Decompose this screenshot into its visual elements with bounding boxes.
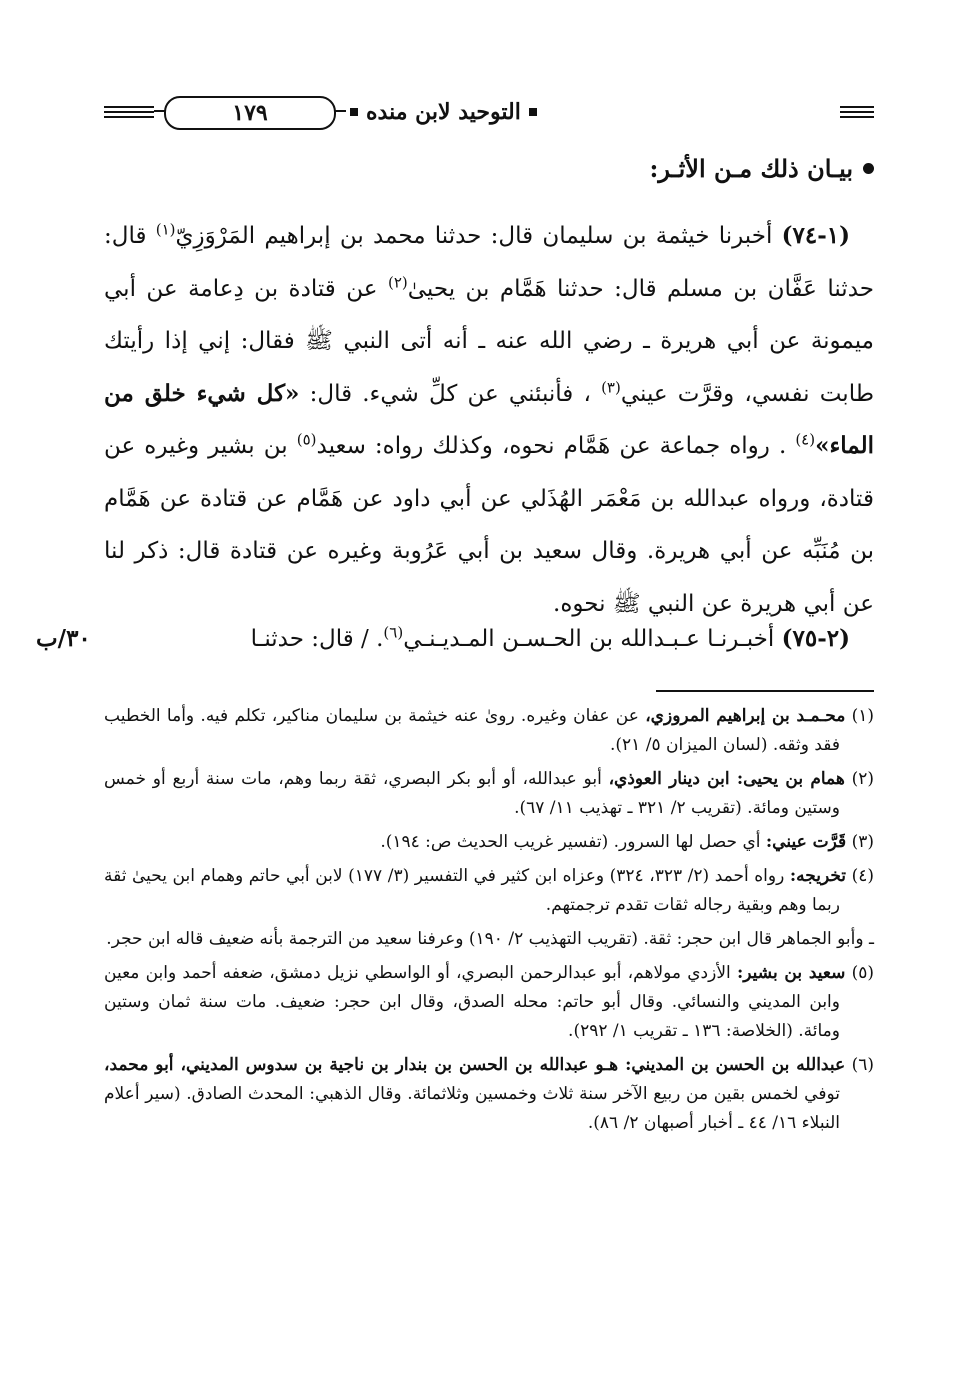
- hadith-number: (٢-٧٥): [781, 625, 850, 652]
- footnote-text: رواه أحمد (٢/ ٣٢٣، ٣٢٤) وعزاه ابن كثير في التفسير (٣/ ١٧٧) لابن أبي حاتم وهمام ابن يحيىٰ ثقة ربما وهم وبقية رجاله ثقات تقدم ترجمتهم.: [104, 866, 840, 915]
- square-ornament-icon: [529, 108, 537, 116]
- footnote-lead: سعيد بن بشير:: [737, 963, 846, 983]
- hadith-text: . / قال: حدثنـا: [250, 626, 384, 652]
- footnote-number: (٥): [851, 963, 874, 983]
- square-ornament-icon: [350, 108, 358, 116]
- footnote: [104, 1051, 874, 1138]
- page-number-text: ١٧٩: [232, 100, 268, 126]
- footnote-lead: عبدالله بن الحسن بن المديني: هـو عبدالله بن الحسن بن بندار بن ناجية بن سدوس المديني، أبو محمد،: [104, 1055, 846, 1075]
- footnote: [104, 925, 874, 954]
- bullet-icon: [863, 163, 874, 174]
- footnote-number: (١): [851, 706, 875, 726]
- hadith-text: قال: حدثنا عَفَّان بن مسلم قال: حدثنا هَمَّام بن يحيىٰ: [104, 223, 874, 302]
- footnote-text: توفي لخمس بقين من ربيع الآخر سنة ثلاث وخمسين وثلاثمائة. وقال الذهبي: المحدث الصادق. (سير أعلام النبلاء ١٦/ ٤٤ ـ أخبار أصبهان ٢/ ٨٦).: [104, 1084, 840, 1133]
- footnote-lead: محـمـد بن إبراهيم المروزي،: [645, 706, 846, 726]
- footnote-text: الأزدي مولاهم، أبو عبدالرحمن البصري، أو الواسطي نزيل دمشق، ضعفه أحمد وابن معين وابن المديني والنسائي. وقال أبو حاتم: محله الصدق، وقال ابن حجر: ضعيف. مات سنة ثمان وستين ومائة. (الخلاصة: ١٣٦ ـ تقريب ١/ ٢٩٢).: [104, 963, 840, 1041]
- footnote-text: أي حصل لها السرور. (تفسير غريب الحديث ص: ١٩٤).: [380, 832, 761, 852]
- header-rule-left: [104, 106, 154, 120]
- footnote-lead: همام بن يحيى: ابن دينار العوذي،: [608, 769, 845, 789]
- footnote-text: ـ وأبو الجماهر قال ابن حجر: ثقة. (تقريب التهذيب ٢/ ١٩٠) وعرفنا سعيد من الترجمة بأنه ضعيف قاله ابن حجر.: [106, 929, 874, 949]
- footnote-number: (٤): [851, 866, 875, 886]
- footnote-ref: (٤): [795, 430, 816, 449]
- hadith-74-paragraph: [104, 210, 874, 630]
- hadith-text: ، فأنبئني عن كلِّ شيء. قال:: [309, 380, 591, 407]
- hadith-74: [104, 210, 874, 630]
- section-heading: [649, 154, 874, 183]
- header-rule-right: [840, 106, 874, 120]
- footnote-ref: (٣): [601, 377, 621, 396]
- footnote-lead: قَرَّت عيني:: [765, 832, 847, 852]
- footnote-ref: (٥): [296, 430, 317, 449]
- hadith-text: أخبرنا خيثمة بن سليمان قال: حدثنا محمد بن إبراهيم المَرْوَزِيّ: [175, 223, 773, 249]
- running-header: [104, 96, 874, 136]
- running-title: [350, 96, 830, 128]
- footnote-number: (٢): [851, 769, 875, 789]
- hadith-75-line: [251, 613, 850, 665]
- footnote: [104, 862, 874, 920]
- footnote-ref: (٦): [383, 623, 404, 642]
- footnote-separator: [656, 690, 874, 692]
- running-title-text: التوحيد لابن منده: [366, 99, 521, 125]
- footnote-text: أبو عبدالله، أو أبو بكر البصري، ثقة ربما وهم، مات سنة أربع أو خمس وستين ومائة. (تقريب ٢/ ٣٢١ ـ تهذيب ١١/ ٦٧).: [104, 769, 840, 818]
- footnote-lead: تخريجه:: [789, 866, 847, 886]
- footnote-text: عن عفان وغيره. روىٰ عنه خيثمة بن سليمان مناكير، تكلم فيه. وأما الخطيب فقد وثقه. (لسان الميزان ٥/ ٢١).: [104, 706, 840, 755]
- page-number: [164, 96, 336, 130]
- footnote-number: (٣): [851, 832, 874, 852]
- footnote-ref: (٢): [387, 272, 408, 291]
- footnote-ref: (١): [155, 220, 176, 239]
- footnote-number: (٦): [851, 1055, 874, 1075]
- hadith-text: عن قتادة بن دِعامة عن أبي ميمونة عن أبي هريرة ـ رضي الله عنه ـ أنه أتى النبي ﷺ فقال: إني إذا رأيتك طابت نفسي، وقرَّت عيني: [104, 275, 875, 407]
- manuscript-folio-ref: ٣٠/ب: [36, 625, 91, 652]
- hadith-text: . رواه جماعة عن هَمَّام نحوه، وكذلك رواه: سعيد: [316, 433, 787, 459]
- footnote: [104, 765, 874, 823]
- prophetic-quote: «كل شيء خلق من الماء»: [104, 379, 874, 459]
- hadith-text: بن بشير وغيره عن قتادة، ورواه عبدالله بن مَعْمَر الهُذَلي عن أبي داود عن هَمَّام عن قتادة عن هَمَّام بن مُنَبِّه عن أبي هريرة. وقال سعيد بن أبي عَرُوبة وغيره عن قتادة قال: ذكر لنا عن أبي هريرة عن النبي ﷺ نحوه.: [104, 433, 874, 617]
- footnote: [104, 959, 874, 1046]
- footnote: [104, 828, 874, 857]
- footnotes: [104, 702, 874, 1143]
- hadith-text: أخبـرنـا عـبـدالله بن الحـسـن المـديـنـي: [403, 626, 775, 652]
- footnote: [104, 702, 874, 760]
- hadith-number: (١-٧٤): [781, 222, 851, 249]
- section-heading-text: بيـان ذلك مـن الأثـر:: [649, 154, 853, 183]
